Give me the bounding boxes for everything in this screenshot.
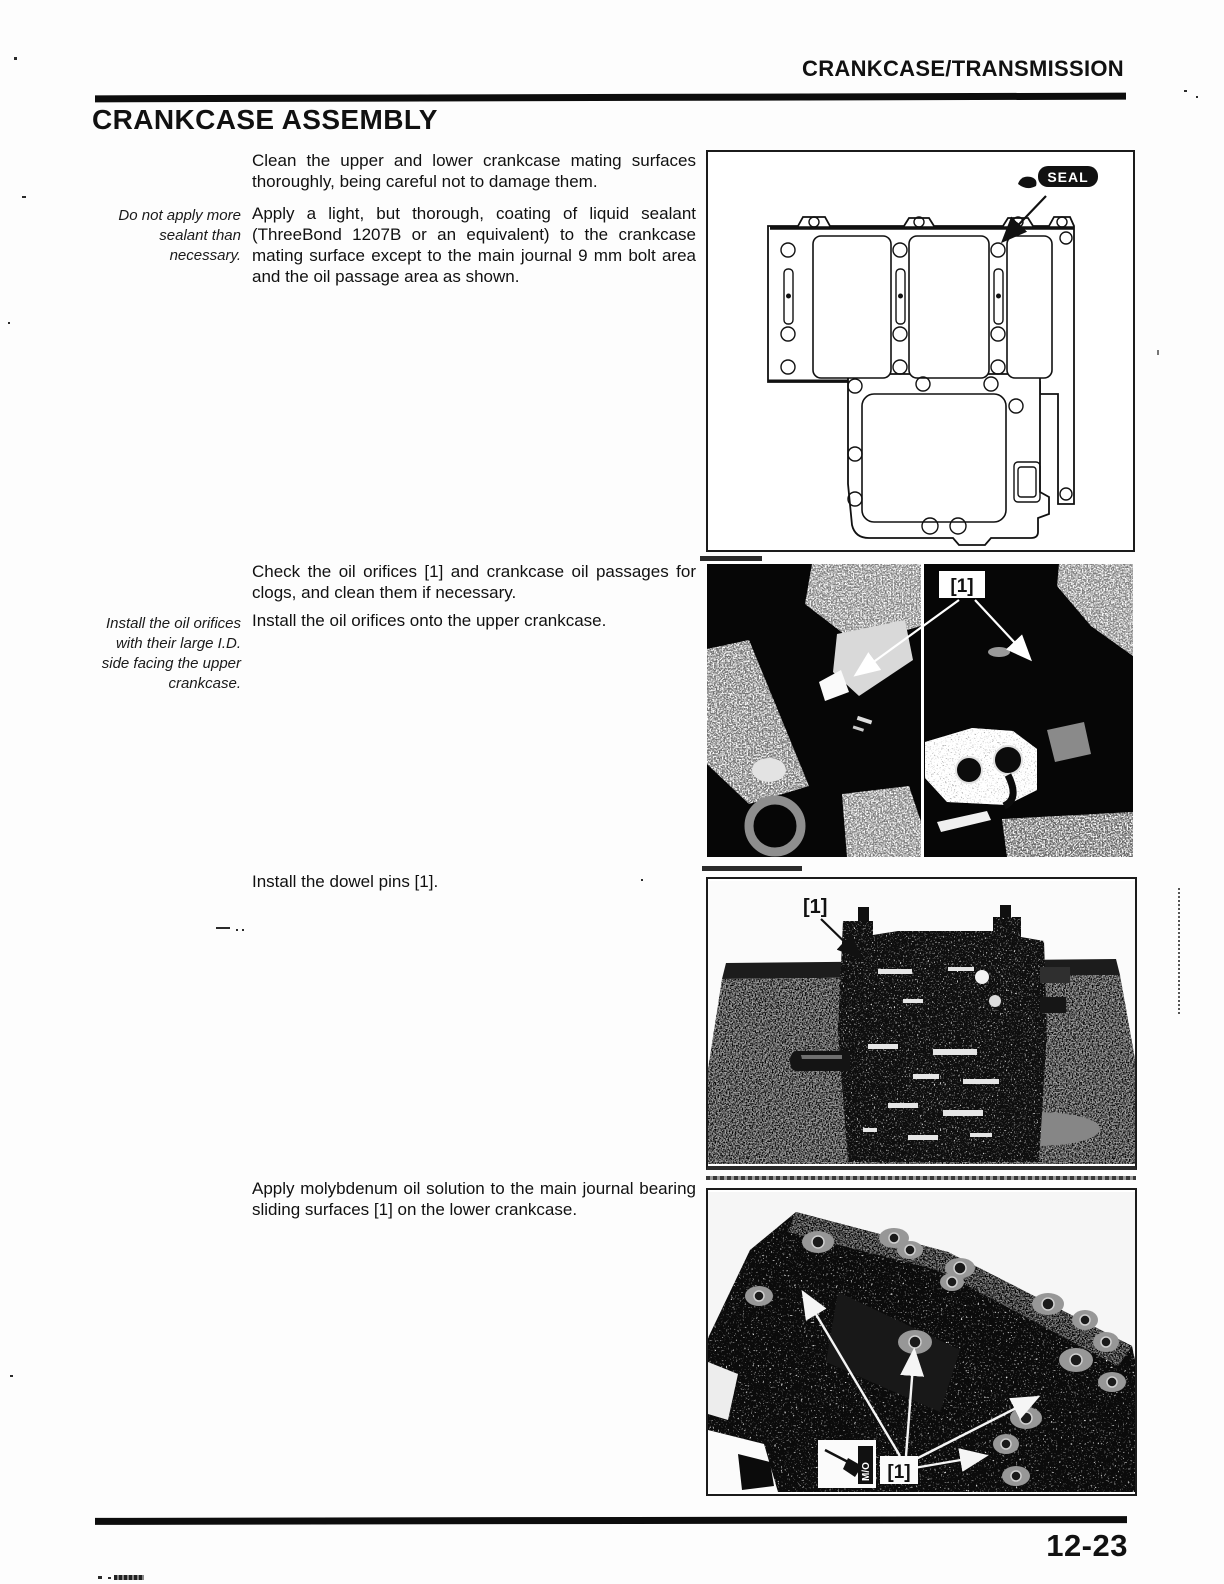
scan-speck (108, 1577, 111, 1579)
seal-badge-label: SEAL (1047, 169, 1089, 185)
step-text-clean: Clean the upper and lower crankcase mating surfaces thoroughly, being careful not to damage them. (252, 151, 696, 191)
scan-speck (1157, 350, 1159, 355)
seal-badge (1038, 166, 1098, 187)
step-text-install-orifices: Install the oil orifices onto the upper crankcase. (252, 611, 607, 630)
scan-speck (242, 929, 244, 931)
header-rule (95, 93, 1126, 103)
scan-speck (216, 927, 230, 929)
dowel-pins-photo-art (708, 879, 1135, 1166)
scan-speck (98, 1576, 102, 1579)
scan-speck (1196, 96, 1198, 98)
scan-smudge (706, 1176, 1136, 1180)
step-text-apply-sealant: Apply a light, but thorough, coating of liquid sealant (ThreeBond 1207B or an equivalent) to the crankcase mating surface except to the main journal 9 mm bolt area and the oil passage area as shown. (252, 204, 696, 286)
scan-speck (236, 929, 238, 931)
section-title: CRANKCASE ASSEMBLY (92, 104, 438, 135)
sealant-application-diagram (706, 150, 1135, 552)
footer-rule (95, 1516, 1127, 1525)
callout-label: [1] (803, 896, 828, 918)
scan-speck (10, 1375, 13, 1377)
bearings-photo-art (708, 1190, 1135, 1494)
sealant-drop-icon (1018, 177, 1036, 188)
scan-speck (1184, 90, 1187, 92)
scan-speck (22, 196, 26, 198)
scan-smudge (700, 556, 762, 561)
page-number: 12-23 (1046, 1528, 1128, 1563)
oil-orifices-photo (707, 564, 1133, 857)
scan-speck (641, 879, 643, 881)
moly-oil-symbol (818, 1440, 876, 1488)
crankcase-line-drawing (708, 152, 1133, 550)
callout-label: [1] (950, 576, 974, 597)
scan-speck (14, 57, 17, 60)
scan-smudge (702, 866, 802, 871)
margin-note-orifices: Install the oil orifices with their large I.D. side facing the upper crankcase. (101, 615, 241, 692)
page-header-title: CRANKCASE/TRANSMISSION (802, 56, 1124, 81)
oil-orifices-photo-art (707, 564, 1133, 857)
photo-divider (921, 564, 924, 857)
main-journal-bearings-photo (706, 1188, 1137, 1496)
scan-dotted-line (1178, 888, 1180, 1014)
callout-label: [1] (887, 1462, 911, 1483)
oil-symbol-label: M/O (861, 1462, 872, 1481)
step-text-check-orifices: Check the oil orifices [1] and crankcase oil passages for clogs, and clean them if necessary. (252, 562, 696, 602)
scan-speck (114, 1575, 144, 1580)
scan-speck (8, 322, 10, 324)
step-text-install-dowels: Install the dowel pins [1]. (252, 872, 439, 891)
dowel-pins-photo (706, 877, 1137, 1170)
margin-note-sealant: Do not apply more sealant than necessary. (118, 207, 241, 264)
step-text-moly-oil: Apply molybdenum oil solution to the main journal bearing sliding surfaces [1] on the lower crankcase. (252, 1179, 696, 1219)
